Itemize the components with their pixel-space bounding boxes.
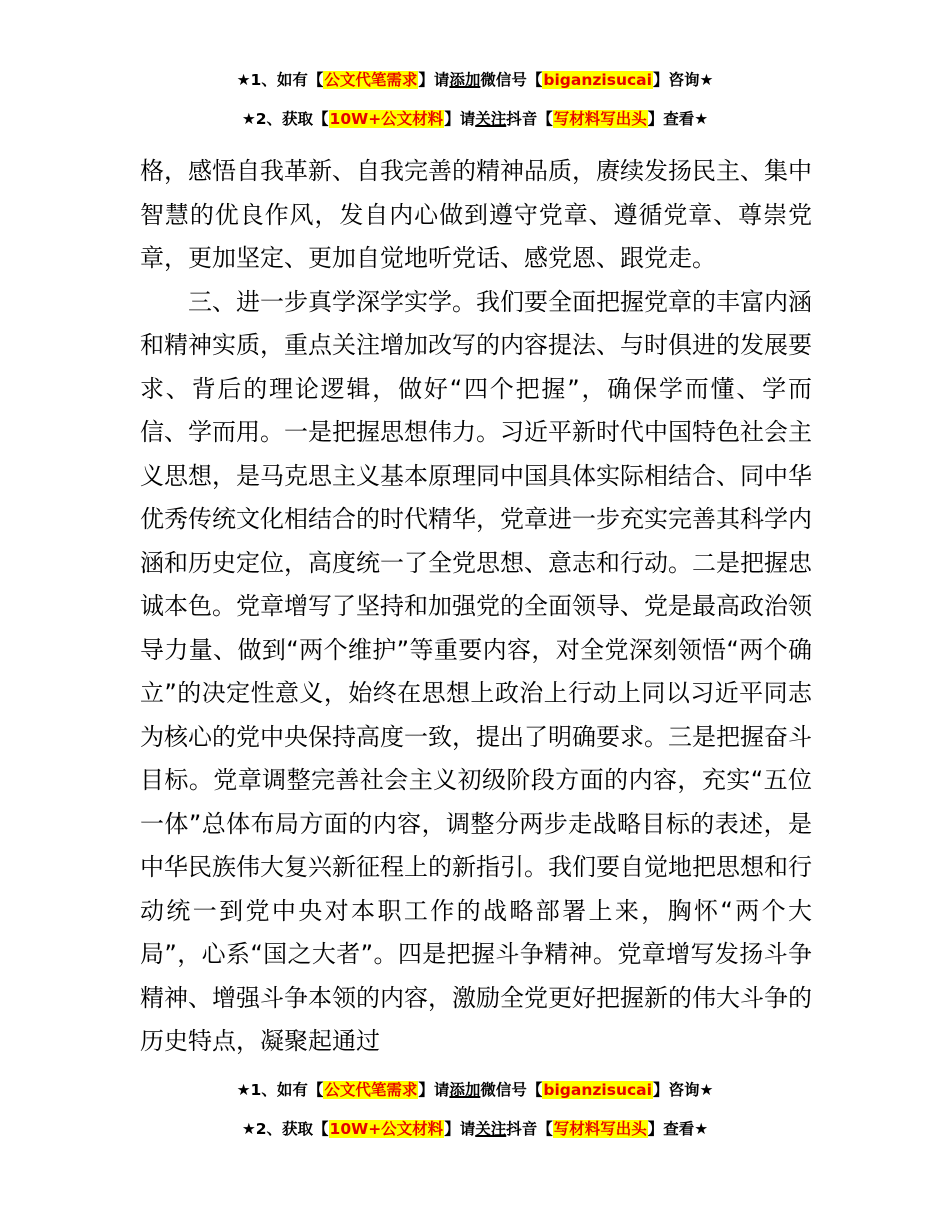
promo-suffix: 】咨询★ (652, 1081, 714, 1099)
paragraph-section-three: 三、进一步真学深学实学。我们要全面把握党章的丰富内涵和精神实质，重点关注增加改写的内容提法、与时俱进的发展要求、背后的理论逻辑，做好“四个把握”，确保学而懂、学而信、学而用。一是把握思想伟力。习近平新时代中国特色社会主义思想，是马克思主义基本原理同中国具体实际相结合、同中华优秀传统文化相结合的时代精华，党章进一步充实完善其科学内涵和历史定位，高度统一了全党思想、意志和行动。二是把握忠诚本色。党章增写了坚持和加强党的全面领导、党是最高政治领导力量、做到“两个维护”等重要内容，对全党深刻领悟“两个确立”的决定性意义，始终在思想上政治上行动上同以习近平同志为核心的党中央保持高度一致，提出了明确要求。三是把握奋斗目标。党章调整完善社会主义初级阶段方面的内容，充实“五位一体”总体布局方面的内容，调整分两步走战略目标的表述，是中华民族伟大复兴新征程上的新指引。我们要自觉地把思想和行动统一到党中央对本职工作的战略部署上来，胸怀“两个大局”，心系“国之大者”。四是把握斗争精神。党章增写发扬斗争精神、增强斗争本领的内容，激励全党更好把握新的伟大斗争的历史特点，凝聚起通过 (140, 287, 812, 1055)
promo-text: 微信号【 (480, 1081, 543, 1099)
promo-highlight-douyin: 写材料写出头 (553, 1120, 647, 1138)
paragraph-continuation: 格，感悟自我革新、自我完善的精神品质，赓续发扬民主、集中智慧的优良作风，发自内心做到遵守党章、遵循党章、尊崇党章，更加坚定、更加自觉地听党话、感党恩、跟党走。 (140, 157, 812, 272)
footer-promo-line-1 (0, 1078, 950, 1100)
promo-highlight-materials: 10W+公文材料 (329, 1120, 444, 1138)
header-promo-line-1 (0, 68, 950, 90)
promo-suffix: 】查看★ (647, 110, 709, 128)
promo-text: 】请 (444, 1120, 476, 1138)
promo-highlight-service: 公文代笔需求 (324, 1081, 418, 1099)
promo-text: 微信号【 (480, 71, 543, 89)
promo-highlight-douyin: 写材料写出头 (553, 110, 647, 128)
promo-prefix: ★2、获取【 (241, 1120, 329, 1138)
promo-prefix: ★1、如有【 (236, 1081, 324, 1099)
promo-highlight-wechat-id: biganzisucai (543, 71, 652, 89)
promo-text: 抖音【 (506, 1120, 553, 1138)
promo-highlight-wechat-id: biganzisucai (543, 1081, 652, 1099)
footer-promo-line-2 (0, 1117, 950, 1139)
promo-underlined: 添加 (449, 71, 481, 89)
promo-highlight-materials: 10W+公文材料 (329, 110, 444, 128)
promo-underlined: 添加 (449, 1081, 481, 1099)
promo-underlined: 关注 (475, 110, 507, 128)
promo-highlight-service: 公文代笔需求 (324, 71, 418, 89)
promo-suffix: 】查看★ (647, 1120, 709, 1138)
promo-text: 】请 (444, 110, 476, 128)
promo-text: 抖音【 (506, 110, 553, 128)
promo-text: 】请 (418, 71, 450, 89)
promo-text: 】请 (418, 1081, 450, 1099)
document-body (140, 150, 812, 1064)
promo-prefix: ★2、获取【 (241, 110, 329, 128)
promo-suffix: 】咨询★ (652, 71, 714, 89)
promo-underlined: 关注 (475, 1120, 507, 1138)
promo-prefix: ★1、如有【 (236, 71, 324, 89)
header-promo-line-2 (0, 107, 950, 129)
